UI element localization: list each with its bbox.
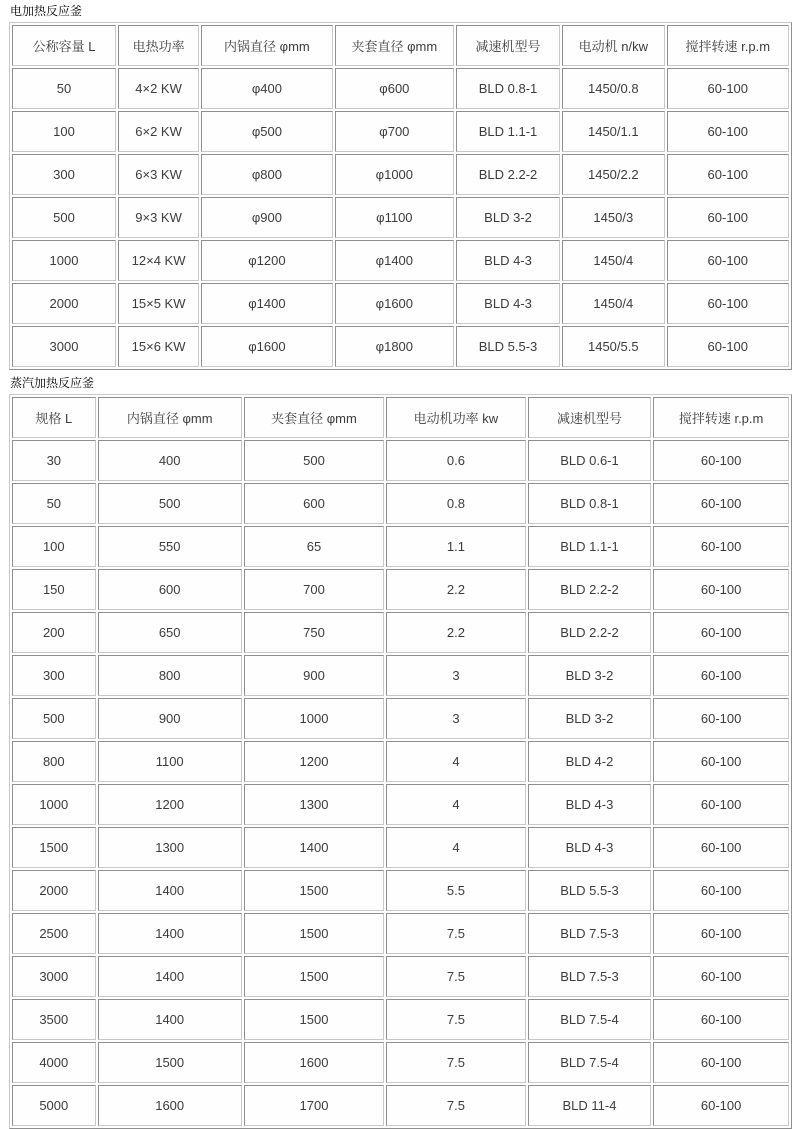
table-cell: BLD 7.5-3 xyxy=(528,956,651,997)
table-row xyxy=(12,1085,789,1126)
table-cell: 60-100 xyxy=(667,111,789,152)
table-row xyxy=(12,870,789,911)
table-cell: 900 xyxy=(98,698,242,739)
table-cell: BLD 2.2-2 xyxy=(456,154,560,195)
table-row xyxy=(12,154,789,195)
table-cell: φ1400 xyxy=(335,240,454,281)
table-cell: 1450/2.2 xyxy=(562,154,665,195)
table-cell: BLD 3-2 xyxy=(456,197,560,238)
table-cell: φ400 xyxy=(201,68,333,109)
table-cell: 12×4 KW xyxy=(118,240,199,281)
table-cell: 1000 xyxy=(244,698,384,739)
table-row xyxy=(12,827,789,868)
table-cell: 500 xyxy=(244,440,384,481)
table-cell: 1500 xyxy=(98,1042,242,1083)
table-cell: BLD 2.2-2 xyxy=(528,612,651,653)
header-cell: 规格 L xyxy=(12,397,96,438)
table-cell: φ900 xyxy=(201,197,333,238)
table-cell: BLD 5.5-3 xyxy=(456,326,560,367)
table-cell: 550 xyxy=(98,526,242,567)
table-cell: 2.2 xyxy=(386,569,526,610)
table-cell: 1450/3 xyxy=(562,197,665,238)
table-cell: 200 xyxy=(12,612,96,653)
table-cell: 600 xyxy=(244,483,384,524)
table-cell: BLD 11-4 xyxy=(528,1085,651,1126)
table-cell: 60-100 xyxy=(667,154,789,195)
header-cell: 内锅直径 φmm xyxy=(98,397,242,438)
header-cell: 电动机 n/kw xyxy=(562,25,665,66)
table-cell: 600 xyxy=(98,569,242,610)
table-cell: 60-100 xyxy=(653,655,789,696)
table-cell: 300 xyxy=(12,154,116,195)
table-cell: 7.5 xyxy=(386,1085,526,1126)
table-cell: 60-100 xyxy=(653,784,789,825)
table-cell: φ800 xyxy=(201,154,333,195)
header-cell: 内锅直径 φmm xyxy=(201,25,333,66)
table-cell: BLD 4-2 xyxy=(528,741,651,782)
table-cell: 1500 xyxy=(244,870,384,911)
table-cell: φ1200 xyxy=(201,240,333,281)
table-cell: 3000 xyxy=(12,326,116,367)
table-cell: 1400 xyxy=(98,870,242,911)
table-cell: 50 xyxy=(12,68,116,109)
table-cell: 15×6 KW xyxy=(118,326,199,367)
table-cell: 2000 xyxy=(12,870,96,911)
table-cell: 60-100 xyxy=(653,956,789,997)
table-cell: 750 xyxy=(244,612,384,653)
table-cell: 4 xyxy=(386,827,526,868)
table-cell: 60-100 xyxy=(667,283,789,324)
table-cell: 5.5 xyxy=(386,870,526,911)
table-cell: 1200 xyxy=(244,741,384,782)
table-cell: 4×2 KW xyxy=(118,68,199,109)
table-cell: 1100 xyxy=(98,741,242,782)
table-cell: 3500 xyxy=(12,999,96,1040)
table-row xyxy=(12,569,789,610)
table-cell: 900 xyxy=(244,655,384,696)
table-cell: 60-100 xyxy=(653,698,789,739)
steam-kettle-body xyxy=(12,440,789,1126)
table-cell: 1500 xyxy=(244,956,384,997)
table-cell: 800 xyxy=(12,741,96,782)
table-cell: 60-100 xyxy=(653,483,789,524)
header-cell: 减速机型号 xyxy=(528,397,651,438)
table-cell: 7.5 xyxy=(386,999,526,1040)
table-row xyxy=(12,612,789,653)
table-cell: 9×3 KW xyxy=(118,197,199,238)
table-cell: 60-100 xyxy=(653,870,789,911)
table-cell: φ1600 xyxy=(201,326,333,367)
table-cell: 60-100 xyxy=(667,326,789,367)
table-cell: 1400 xyxy=(98,956,242,997)
table-cell: 1450/4 xyxy=(562,283,665,324)
table-cell: BLD 7.5-3 xyxy=(528,913,651,954)
table-cell: 400 xyxy=(98,440,242,481)
table-cell: 60-100 xyxy=(653,440,789,481)
table-cell: 65 xyxy=(244,526,384,567)
header-cell: 搅拌转速 r.p.m xyxy=(653,397,789,438)
table-cell: φ700 xyxy=(335,111,454,152)
table-cell: 7.5 xyxy=(386,1042,526,1083)
table-row xyxy=(12,698,789,739)
table-cell: BLD 4-3 xyxy=(528,784,651,825)
table-row xyxy=(12,784,789,825)
electric-kettle-section xyxy=(9,4,792,370)
table-cell: BLD 5.5-3 xyxy=(528,870,651,911)
table-cell: 1600 xyxy=(98,1085,242,1126)
table-cell: 500 xyxy=(12,698,96,739)
table-row xyxy=(12,68,789,109)
table-cell: 7.5 xyxy=(386,913,526,954)
table-cell: 5000 xyxy=(12,1085,96,1126)
table-cell: 15×5 KW xyxy=(118,283,199,324)
table-cell: 1450/0.8 xyxy=(562,68,665,109)
table-cell: φ1400 xyxy=(201,283,333,324)
header-cell: 公称容量 L xyxy=(12,25,116,66)
table-cell: 60-100 xyxy=(653,569,789,610)
table-cell: 0.8 xyxy=(386,483,526,524)
header-cell: 搅拌转速 r.p.m xyxy=(667,25,789,66)
table-cell: 60-100 xyxy=(653,1085,789,1126)
table-cell: 500 xyxy=(98,483,242,524)
table-cell: 1450/1.1 xyxy=(562,111,665,152)
table-cell: 60-100 xyxy=(653,913,789,954)
table-cell: 1200 xyxy=(98,784,242,825)
table-cell: 6×3 KW xyxy=(118,154,199,195)
table-cell: BLD 4-3 xyxy=(456,240,560,281)
table-cell: 1450/4 xyxy=(562,240,665,281)
table-cell: 300 xyxy=(12,655,96,696)
table-row xyxy=(12,111,789,152)
steam-kettle-title: 蒸汽加热反应釜 xyxy=(10,376,95,390)
table-cell: φ1800 xyxy=(335,326,454,367)
table-cell: 1400 xyxy=(244,827,384,868)
table-cell: 1600 xyxy=(244,1042,384,1083)
table-cell: 1700 xyxy=(244,1085,384,1126)
table-cell: 1450/5.5 xyxy=(562,326,665,367)
table-cell: 1000 xyxy=(12,240,116,281)
table-cell: BLD 0.8-1 xyxy=(456,68,560,109)
table-cell: 60-100 xyxy=(667,197,789,238)
steam-kettle-table xyxy=(9,394,792,1129)
table-cell: BLD 1.1-1 xyxy=(456,111,560,152)
table-cell: 60-100 xyxy=(653,827,789,868)
table-cell: BLD 2.2-2 xyxy=(528,569,651,610)
steam-kettle-header-row xyxy=(12,397,789,438)
steam-kettle-section xyxy=(9,376,792,1129)
table-cell: 50 xyxy=(12,483,96,524)
table-row xyxy=(12,440,789,481)
table-cell: 500 xyxy=(12,197,116,238)
table-cell: 0.6 xyxy=(386,440,526,481)
table-cell: φ1000 xyxy=(335,154,454,195)
table-cell: φ500 xyxy=(201,111,333,152)
table-cell: φ1600 xyxy=(335,283,454,324)
table-cell: 1300 xyxy=(244,784,384,825)
table-cell: 700 xyxy=(244,569,384,610)
table-cell: BLD 7.5-4 xyxy=(528,999,651,1040)
electric-kettle-header-row xyxy=(12,25,789,66)
table-cell: 100 xyxy=(12,111,116,152)
header-cell: 电热功率 xyxy=(118,25,199,66)
electric-kettle-body xyxy=(12,68,789,367)
table-cell: BLD 3-2 xyxy=(528,698,651,739)
table-cell: 650 xyxy=(98,612,242,653)
table-cell: 4 xyxy=(386,784,526,825)
table-cell: φ1100 xyxy=(335,197,454,238)
table-row xyxy=(12,526,789,567)
table-cell: 1500 xyxy=(244,999,384,1040)
table-cell: 2000 xyxy=(12,283,116,324)
table-cell: 6×2 KW xyxy=(118,111,199,152)
table-row xyxy=(12,956,789,997)
table-cell: 60-100 xyxy=(653,999,789,1040)
table-cell: 100 xyxy=(12,526,96,567)
table-cell: 3 xyxy=(386,698,526,739)
table-cell: 4 xyxy=(386,741,526,782)
table-row xyxy=(12,326,789,367)
table-cell: φ600 xyxy=(335,68,454,109)
table-cell: 1500 xyxy=(12,827,96,868)
table-row xyxy=(12,240,789,281)
table-row xyxy=(12,483,789,524)
table-cell: 2500 xyxy=(12,913,96,954)
table-cell: BLD 1.1-1 xyxy=(528,526,651,567)
header-cell: 夹套直径 φmm xyxy=(335,25,454,66)
table-cell: 60-100 xyxy=(653,741,789,782)
table-cell: 3 xyxy=(386,655,526,696)
table-cell: 60-100 xyxy=(653,612,789,653)
table-row xyxy=(12,283,789,324)
table-cell: 1000 xyxy=(12,784,96,825)
table-row xyxy=(12,741,789,782)
table-cell: 60-100 xyxy=(667,68,789,109)
table-row xyxy=(12,999,789,1040)
table-cell: 2.2 xyxy=(386,612,526,653)
table-cell: 60-100 xyxy=(653,526,789,567)
header-cell: 电动机功率 kw xyxy=(386,397,526,438)
table-cell: 30 xyxy=(12,440,96,481)
table-cell: BLD 4-3 xyxy=(456,283,560,324)
table-cell: BLD 7.5-4 xyxy=(528,1042,651,1083)
table-row xyxy=(12,197,789,238)
table-cell: BLD 3-2 xyxy=(528,655,651,696)
header-cell: 减速机型号 xyxy=(456,25,560,66)
table-cell: BLD 0.8-1 xyxy=(528,483,651,524)
table-cell: 3000 xyxy=(12,956,96,997)
electric-kettle-table xyxy=(9,22,792,370)
table-cell: 7.5 xyxy=(386,956,526,997)
table-cell: 800 xyxy=(98,655,242,696)
table-row xyxy=(12,655,789,696)
table-row xyxy=(12,913,789,954)
table-row xyxy=(12,1042,789,1083)
table-cell: BLD 0.6-1 xyxy=(528,440,651,481)
table-cell: BLD 4-3 xyxy=(528,827,651,868)
table-cell: 60-100 xyxy=(653,1042,789,1083)
table-cell: 4000 xyxy=(12,1042,96,1083)
table-cell: 150 xyxy=(12,569,96,610)
table-cell: 1500 xyxy=(244,913,384,954)
table-cell: 1400 xyxy=(98,913,242,954)
table-cell: 60-100 xyxy=(667,240,789,281)
table-cell: 1300 xyxy=(98,827,242,868)
electric-kettle-title: 电加热反应釜 xyxy=(10,4,83,18)
header-cell: 夹套直径 φmm xyxy=(244,397,384,438)
table-cell: 1.1 xyxy=(386,526,526,567)
table-cell: 1400 xyxy=(98,999,242,1040)
